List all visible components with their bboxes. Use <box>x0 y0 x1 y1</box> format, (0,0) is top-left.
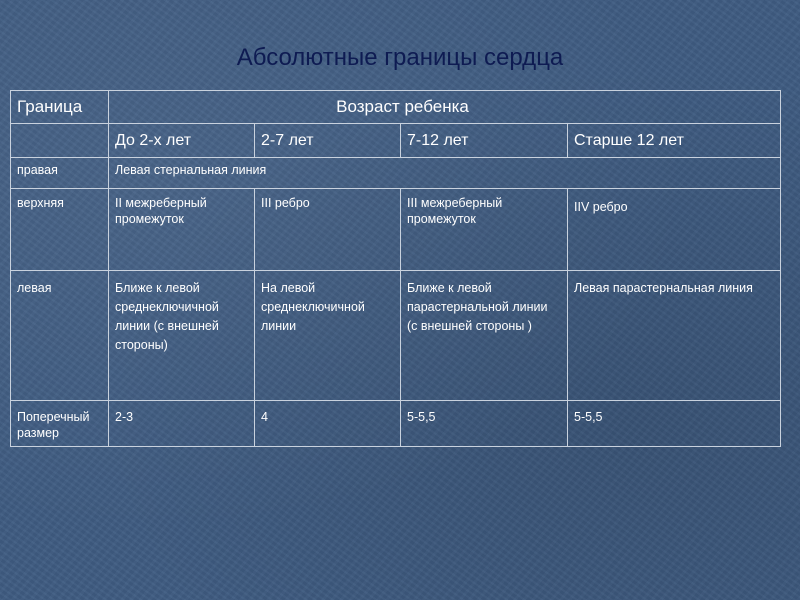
row-value-cell <box>255 271 401 401</box>
row-value-cell <box>109 158 781 189</box>
row-value: 2-3 <box>115 410 134 424</box>
row-value-cell <box>401 271 568 401</box>
row-label-cell <box>11 158 109 189</box>
row-value-cell <box>255 189 401 271</box>
age-group-cell <box>401 124 568 158</box>
row-value: III ребро <box>261 196 310 210</box>
row-value: 4 <box>261 410 268 424</box>
row-value-cell <box>568 189 781 271</box>
row-value-cell <box>568 401 781 447</box>
heart-borders-table <box>10 90 781 447</box>
row-value-cell <box>109 189 255 271</box>
table-row-transverse-size <box>11 401 781 447</box>
row-label: левая <box>17 281 52 295</box>
row-label: Поперечный размер <box>17 410 90 440</box>
age-group-cell <box>255 124 401 158</box>
row-label-cell <box>11 189 109 271</box>
row-value: 5-5,5 <box>574 410 603 424</box>
row-value: 5-5,5 <box>407 410 436 424</box>
row-value-cell <box>109 401 255 447</box>
row-value: Ближе к левой среднеключичной линии (с внешней стороны) <box>115 281 219 352</box>
row-value: Ближе к левой парастернальной линии (с внешней стороны ) <box>407 281 548 333</box>
table-row-left-border <box>11 271 781 401</box>
age-group-cell <box>568 124 781 158</box>
age-group-label: 2-7 лет <box>261 132 314 149</box>
table-header-row <box>11 91 781 124</box>
age-group-label: 7-12 лет <box>407 132 469 149</box>
row-value-cell <box>255 401 401 447</box>
row-value: II межреберный промежуток <box>115 196 207 226</box>
row-value: Левая парастернальная линия <box>574 281 753 295</box>
row-value-cell <box>568 271 781 401</box>
table-row-right-border <box>11 158 781 189</box>
row-label: правая <box>17 163 58 177</box>
header-age-label: Возраст ребенка <box>336 97 469 116</box>
header-cell-border <box>11 91 109 124</box>
row-value: Левая стернальная линия <box>115 163 267 177</box>
row-label-cell <box>11 271 109 401</box>
age-group-label: До 2-х лет <box>115 132 192 149</box>
age-groups-row <box>11 124 781 158</box>
age-group-label: Старше 12 лет <box>574 132 684 149</box>
table-row-upper-border <box>11 189 781 271</box>
row-label: верхняя <box>17 196 64 210</box>
row-value-cell <box>109 271 255 401</box>
header-cell-age <box>109 91 781 124</box>
row-value-cell <box>401 189 568 271</box>
age-group-cell <box>109 124 255 158</box>
row-value: III межреберный промежуток <box>407 196 503 226</box>
header-border-label: Граница <box>17 97 83 116</box>
row-value-cell <box>401 401 568 447</box>
row-value: IIV ребро <box>574 200 628 214</box>
page-title: Абсолютные границы сердца <box>236 44 564 71</box>
row-value: На левой среднеключичной линии <box>261 281 365 333</box>
age-groups-empty-cell <box>11 124 109 158</box>
row-label-cell <box>11 401 109 447</box>
